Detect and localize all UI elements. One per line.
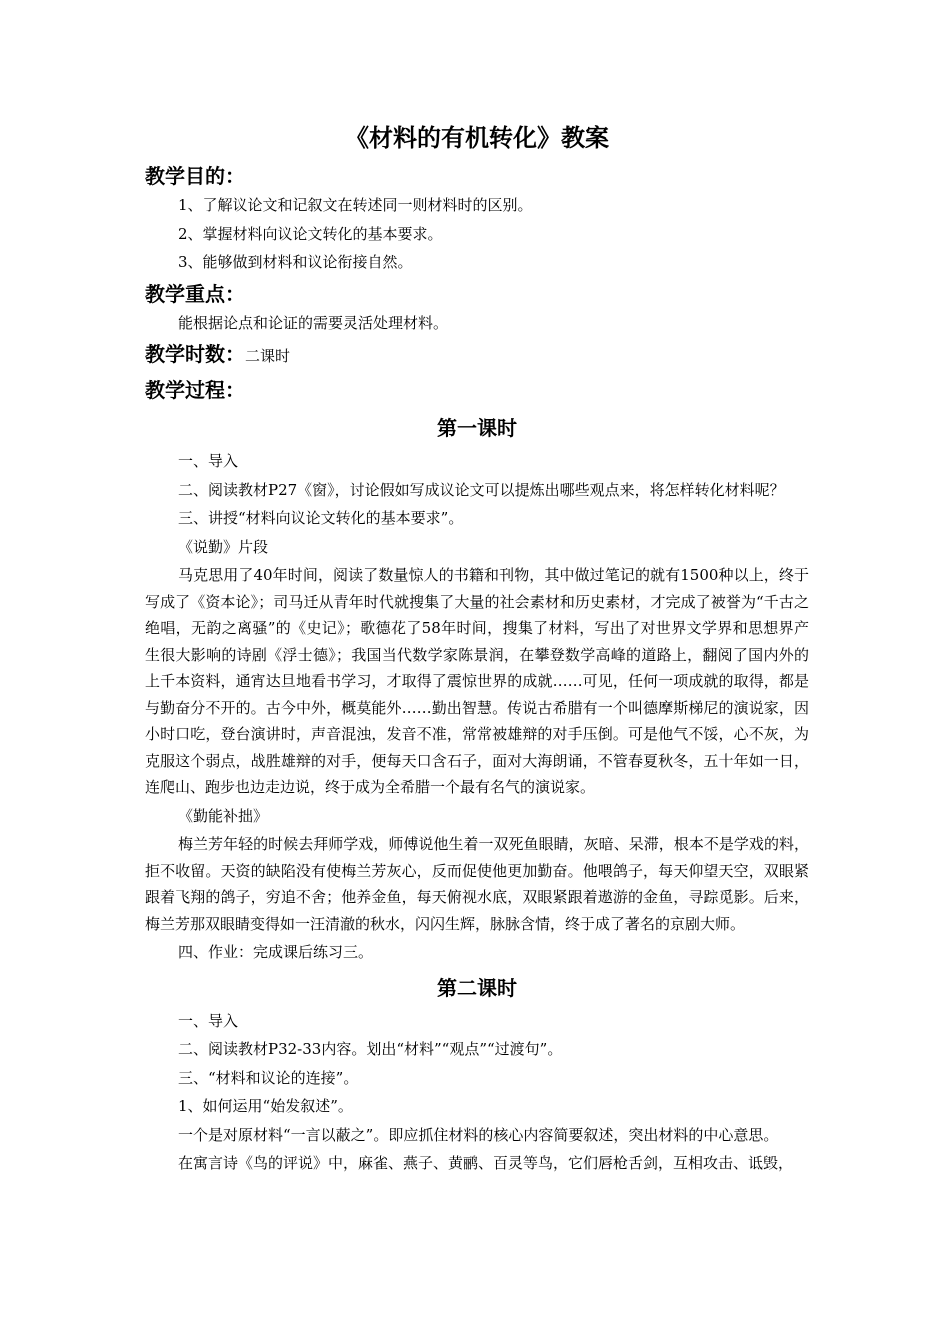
paragraph: 1、如何运用“始发叙述”。	[178, 1097, 353, 1115]
excerpt-title: 《勤能补拙》	[178, 806, 269, 825]
paragraph: 梅兰芳年轻的时候去拜师学戏，师傅说他生着一双死鱼眼睛，灰暗、呆滞，根本不是学戏的料，拒不收留。天资的缺陷没有使梅兰芳灰心，反而促使他更加勤奋。他喂鸽子，每天仰望天空，双眼紧跟着飞翔的鸽子，穷追不舍；他养金鱼，每天俯视水底，双眼紧跟着遨游的金鱼，寻踪觅影。后来，梅兰芳那双眼睛变得如一汪清澈的秋水，闪闪生辉，脉脉含情，终于成了著名的京剧大师。	[145, 835, 809, 933]
paragraph: 四、作业：完成课后练习三。	[178, 943, 374, 961]
paragraph: 三、讲授“材料向议论文转化的基本要求”。	[178, 509, 464, 527]
lesson1-body	[145, 448, 809, 966]
objective-item: 3、能够做到材料和议论衔接自然。	[178, 253, 413, 271]
process-heading: 教学过程：	[145, 378, 245, 402]
hours-heading	[145, 338, 809, 372]
focus-heading: 教学重点：	[145, 281, 245, 306]
hours-label: 教学时数：	[145, 342, 245, 366]
objective-item: 2、掌握材料向议论文转化的基本要求。	[178, 224, 443, 243]
paragraph: 一、导入	[178, 1011, 239, 1030]
paragraph: 二、阅读教材P27《窗》，讨论假如写成议论文可以提炼出哪些观点来，将怎样转化材料呢？	[178, 480, 785, 499]
document-title: 《材料的有机转化》教案	[345, 124, 609, 152]
lesson2-heading: 第二课时	[437, 975, 517, 1000]
lesson2-body	[145, 1008, 809, 1177]
objectives-list	[145, 192, 809, 276]
paragraph: 马克思用了40年时间，阅读了数量惊人的书籍和刊物，其中做过笔记的就有1500种以上，终于写成了《资本论》；司马迁从青年时代就搜集了大量的社会素材和历史素材，才完成了被誉为“千古之绝唱，无韵之离骚”的《史记》；歌德花了58年时间，搜集了材料，写出了对世界文学界和思想界产生很大影响的诗剧《浮士德》；我国当代数学家陈景润，在攀登数学高峰的道路上，翻阅了国内外的上千本资料，通宵达旦地看书学习，才取得了震惊世界的成就……可见，任何一项成就的取得，都是与勤奋分不开的。古今中外，概莫能外……勤出智慧。传说古希腊有一个叫德摩斯梯尼的演说家，因小时口吃，登台演讲时，声音混浊，发音不准，常常被雄辩的对手压倒。可是他气不馁，心不灰，为克服这个弱点，战胜雄辩的对手，便每天口含石子，面对大海朗诵，不管春夏秋冬，五十年如一日，连爬山、跑步也边走边说，终于成为全希腊一个最有名气的演说家。	[145, 566, 809, 796]
hours-value: 二课时	[245, 347, 291, 365]
paragraph: 二、阅读教材P32-33内容。划出“材料”“观点”“过渡句”。	[178, 1040, 563, 1058]
paragraph: 在寓言诗《鸟的评说》中，麻雀、燕子、黄鹂、百灵等鸟，它们唇枪舌剑，互相攻击、诋毁，	[178, 1154, 794, 1172]
paragraph: 一、导入	[178, 452, 239, 470]
paragraph: 三、“材料和议论的连接”。	[178, 1068, 359, 1087]
focus-text: 能根据论点和论证的需要灵活处理材料。	[178, 313, 449, 332]
excerpt-title: 《说勤》片段	[178, 537, 269, 556]
document-page	[145, 118, 809, 1179]
objective-item: 1、了解议论文和记叙文在转述同一则材料时的区别。	[178, 196, 533, 214]
lesson1-heading: 第一课时	[437, 416, 517, 440]
paragraph: 一个是对原材料“一言以蔽之”。即应抓住材料的核心内容简要叙述，突出材料的中心意思。	[178, 1125, 779, 1144]
objectives-heading: 教学目的：	[145, 164, 245, 188]
